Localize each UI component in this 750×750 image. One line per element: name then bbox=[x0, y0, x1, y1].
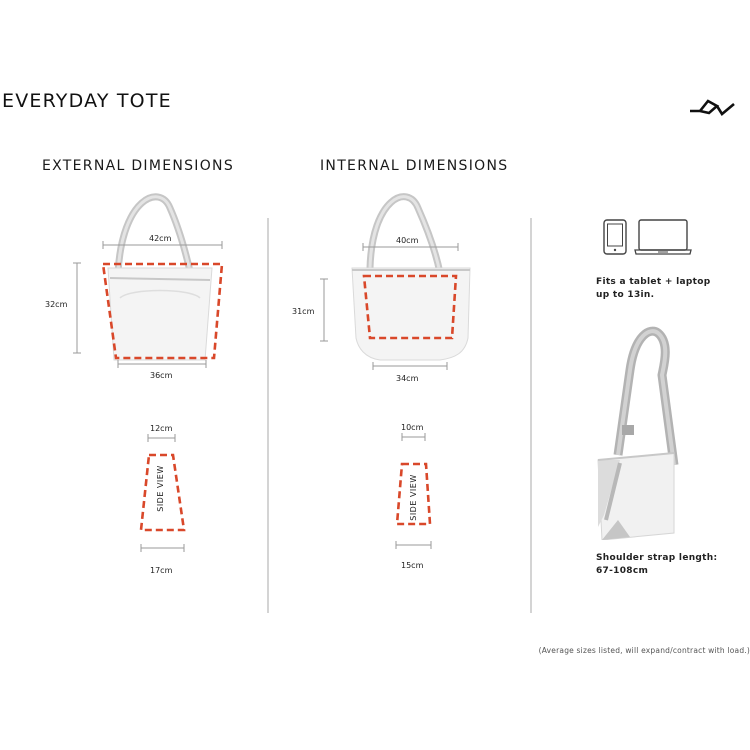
internal-top-width-label: 40cm bbox=[396, 236, 419, 245]
external-top-width-label: 42cm bbox=[149, 234, 172, 243]
shoulder-carry-image bbox=[590, 315, 700, 540]
internal-side-bottom-width-label: 15cm bbox=[401, 561, 424, 570]
external-side-diagram bbox=[130, 420, 210, 570]
external-height-label: 32cm bbox=[45, 300, 68, 309]
average-sizes-footnote: (Average sizes listed, will expand/contract with load.) bbox=[538, 646, 750, 655]
device-fit-caption bbox=[596, 276, 710, 302]
strap-length-caption-line1: Shoulder strap length: bbox=[596, 553, 718, 563]
internal-side-top-width-label: 10cm bbox=[401, 423, 424, 432]
internal-side-diagram bbox=[380, 420, 460, 570]
laptop-icon bbox=[634, 219, 692, 256]
external-side-top-width-label: 12cm bbox=[150, 424, 173, 433]
internal-bottom-width-label: 34cm bbox=[396, 374, 419, 383]
strap-length-caption-line2: 67-108cm bbox=[596, 566, 649, 576]
internal-dimensions-heading: INTERNAL DIMENSIONS bbox=[320, 158, 509, 174]
internal-side-view-label: SIDE VIEW bbox=[408, 474, 418, 521]
external-side-bottom-width-label: 17cm bbox=[150, 566, 173, 575]
external-bottom-width-label: 36cm bbox=[150, 371, 173, 380]
page-title: EVERYDAY TOTE bbox=[2, 90, 172, 112]
tablet-icon bbox=[603, 219, 627, 255]
internal-height-label: 31cm bbox=[292, 307, 315, 316]
column-divider-left bbox=[267, 218, 269, 613]
device-fit-caption-line2: up to 13in. bbox=[596, 290, 655, 300]
column-divider-right bbox=[530, 218, 532, 613]
device-fit-caption-line1: Fits a tablet + laptop bbox=[596, 277, 711, 287]
external-front-diagram bbox=[60, 188, 240, 388]
internal-front-diagram bbox=[290, 188, 480, 388]
strap-length-caption bbox=[596, 552, 717, 578]
external-dimensions-heading: EXTERNAL DIMENSIONS bbox=[42, 158, 235, 174]
external-side-view-label: SIDE VIEW bbox=[155, 465, 165, 512]
peak-design-logo-icon bbox=[688, 92, 736, 118]
